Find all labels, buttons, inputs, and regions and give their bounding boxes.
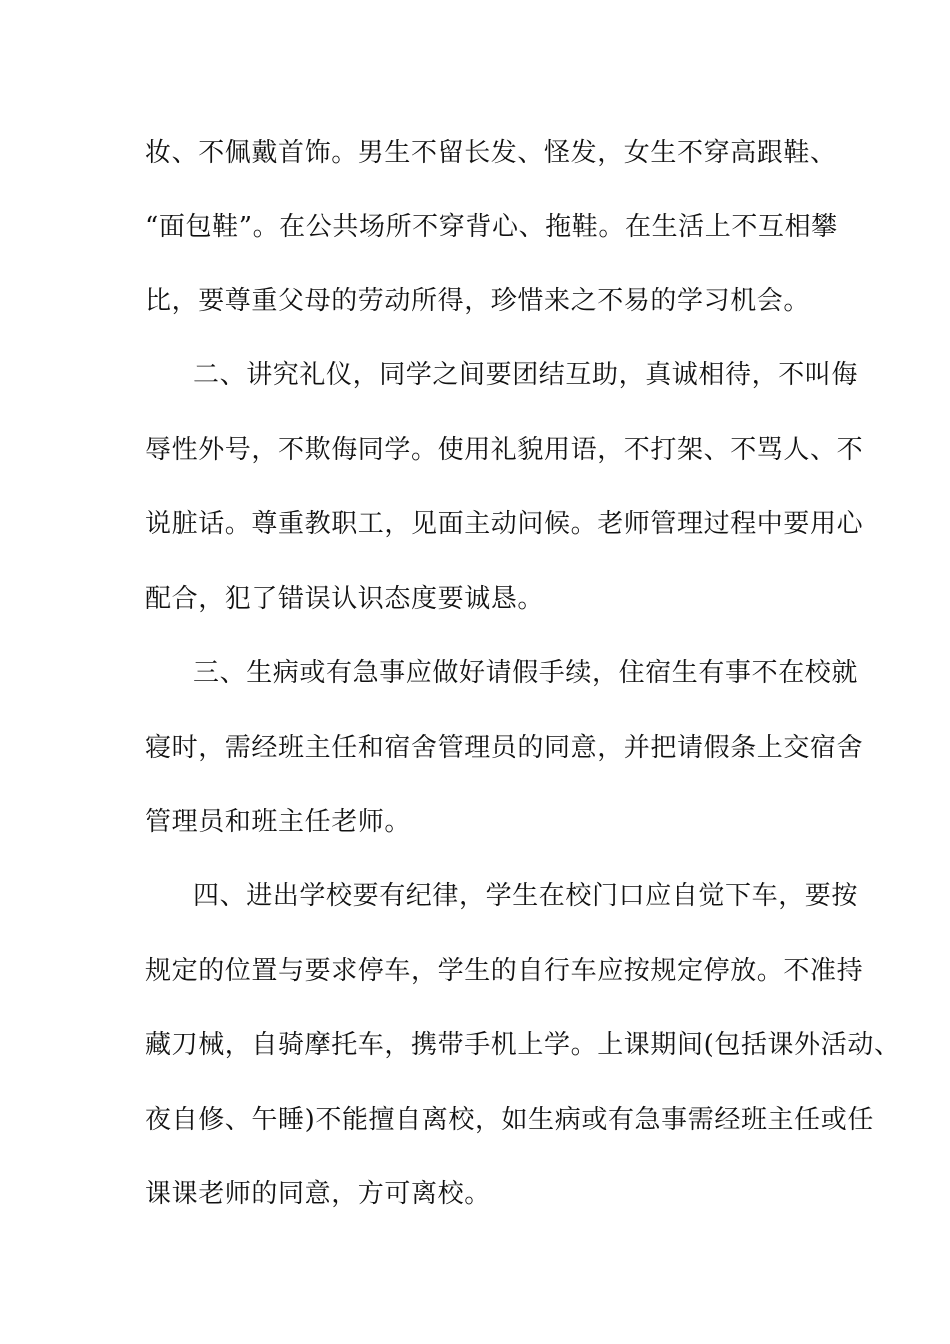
paragraph-4-line-5: 课课老师的同意，方可离校。 xyxy=(145,1179,491,1209)
paragraph-3-line-2: 寝时，需经班主任和宿舍管理员的同意，并把请假条上交宿舍 xyxy=(145,733,864,763)
text-line-2: “面包鞋”。在公共场所不穿背心、拖鞋。在生活上不互相攀 xyxy=(145,212,838,242)
paragraph-2-line-2: 辱性外号，不欺侮同学。使用礼貌用语，不打架、不骂人、不 xyxy=(145,435,864,465)
paragraph-2-line-4: 配合，犯了错误认识态度要诚恳。 xyxy=(145,584,545,614)
paragraph-3-line-1: 三、生病或有急事应做好请假手续，住宿生有事不在校就 xyxy=(193,658,859,688)
paragraph-4-line-3: 藏刀械，自骑摩托车，携带手机上学。上课期间(包括课外活动、 xyxy=(145,1030,901,1060)
paragraph-2-line-1: 二、讲究礼仪，同学之间要团结互助，真诚相待，不叫侮 xyxy=(193,360,859,390)
paragraph-4-line-4: 夜自修、午睡)不能擅自离校，如生病或有急事需经班主任或任 xyxy=(145,1105,874,1135)
paragraph-2-line-3: 说脏话。尊重教职工，见面主动问候。老师管理过程中要用心 xyxy=(145,509,864,539)
text-line-3: 比，要尊重父母的劳动所得，珍惜来之不易的学习机会。 xyxy=(145,286,811,316)
text-line-1: 妆、不佩戴首饰。男生不留长发、怪发，女生不穿高跟鞋、 xyxy=(145,138,837,168)
paragraph-3-line-3: 管理员和班主任老师。 xyxy=(145,807,412,837)
paragraph-4-line-1: 四、进出学校要有纪律，学生在校门口应自觉下车，要按 xyxy=(193,881,859,911)
paragraph-4-line-2: 规定的位置与要求停车，学生的自行车应按规定停放。不准持 xyxy=(145,956,864,986)
